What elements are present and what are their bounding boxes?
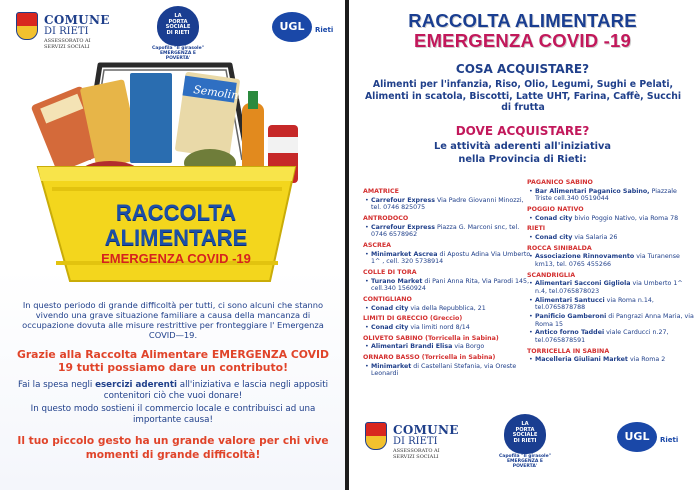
shop-name: Carrefour Express — [371, 196, 435, 204]
shop-name: Macelleria Giuliani Market — [535, 356, 628, 364]
what-heading: COSA ACQUISTARE? — [455, 62, 590, 76]
right-flyer-page — [349, 0, 696, 490]
final-message: Il tuo piccolo gesto ha un grande valore per chi vive momenti di grande difficoltà! — [17, 435, 329, 461]
shop-list-item — [363, 224, 531, 239]
shop-name: Conad city — [371, 324, 409, 332]
basket-subtitle: EMERGENZA COVID -19 — [101, 251, 251, 266]
shop-list-item — [363, 278, 531, 293]
shop-name: Minimarket Ascrea — [371, 250, 438, 258]
comune-city: DI RIETI — [393, 436, 438, 447]
rieti-crest-icon — [365, 422, 387, 450]
shop-list-item — [527, 234, 695, 242]
shops-column-right — [527, 176, 695, 364]
shop-name: Conad city — [371, 304, 409, 312]
right-title-line1 — [349, 10, 696, 32]
town-heading: ROCCA SINIBALDA — [527, 244, 592, 252]
shop-name: Panificio Gamberoni — [535, 313, 607, 321]
shop-name: Alimentari Sacconi Gigliola — [535, 280, 631, 288]
where-subheading — [349, 140, 696, 166]
basket-title-line1: RACCOLTA — [115, 200, 237, 225]
right-logo-bar — [349, 414, 696, 474]
porta-caption-2: EMERGENZA E POVERTA' — [506, 458, 543, 469]
right-title-line1-text: RACCOLTA ALIMENTARE — [408, 10, 637, 31]
left-logo-bar — [0, 6, 345, 61]
porta-line3: SOCIALE — [165, 24, 191, 31]
shop-address: Piazzale Triste cell.340 0519044 — [535, 187, 677, 203]
shop-list-item — [527, 329, 695, 344]
right-title-line2 — [349, 30, 696, 52]
shop-name: Minimarket — [371, 362, 412, 370]
shop-list-item — [527, 280, 695, 295]
shops-column-left — [363, 185, 531, 378]
shop-list-item — [363, 197, 531, 212]
rieti-crest-icon — [16, 12, 38, 40]
shop-name: Conad city — [535, 234, 573, 242]
porta-line1: LA — [521, 421, 529, 427]
shop-name: Alimentari Brandi Elisa — [371, 343, 453, 351]
shop-name: Antico forno Taddei — [535, 329, 605, 337]
shop-name: Carrefour Express — [371, 223, 435, 231]
comune-logo — [44, 14, 110, 51]
town-heading: LIMITI DI GRECCIO (Greccio) — [363, 315, 463, 323]
thanks-paragraph: Grazie alla Raccolta Alimentare EMERGENZA COVID 19 tutti possiamo dare un contributo! — [16, 348, 330, 375]
shop-list-item — [527, 297, 695, 312]
food-basket-illustration — [30, 55, 315, 290]
town-heading: SCANDRIGLIA — [527, 271, 576, 279]
porta-sociale-logo — [504, 414, 546, 454]
where-heading: DOVE ACQUISTARE? — [455, 124, 590, 138]
shop-list-item — [527, 253, 695, 268]
shop-address: di Apostu Adina Via Umberto 1^ , cell. 320 5738914 — [371, 250, 531, 266]
shop-address: via Turanense km13, tel. 0765 455266 — [535, 253, 680, 269]
shop-address: via Borgo — [452, 343, 485, 351]
ugl-logo: UGL — [617, 422, 657, 452]
shop-note-1b: esercizi aderenti — [95, 380, 178, 390]
right-title-line2-text: EMERGENZA COVID -19 — [414, 30, 631, 51]
town-heading: POGGIO NATIVO — [527, 206, 584, 214]
ugl-logo: UGL — [272, 12, 312, 42]
shop-note-1a: Fai la spesa negli — [17, 380, 96, 390]
ugl-city: Rieti — [660, 436, 679, 444]
shop-address: Via Padre Giovanni Minozzi, tel. 0746 825075 — [371, 196, 524, 212]
shop-name: Conad city — [535, 214, 573, 222]
comune-dept-1: ASSESSORATO AI — [44, 38, 91, 44]
shop-list-item — [363, 324, 531, 332]
porta-caption-2: EMERGENZA E POVERTA' — [159, 50, 196, 61]
porta-line2: PORTA — [168, 18, 188, 25]
comune-dept-2: SERVIZI SOCIALI — [44, 43, 90, 50]
semolino-label: Semolino — [192, 82, 246, 104]
shop-name: Turano Market — [371, 277, 423, 285]
shop-address: di Castellani Stefania, via Oreste Leonardi — [371, 362, 517, 378]
shop-list-item — [363, 251, 531, 266]
shop-list-item — [527, 215, 695, 223]
comune-name: COMUNE — [393, 423, 459, 437]
shop-note-1 — [12, 380, 334, 402]
comune-dept-2: SERVIZI SOCIALI — [393, 453, 439, 460]
shop-address: viale Carducci n.27, tel.0765878591 — [535, 329, 669, 345]
shop-list-item — [527, 188, 695, 203]
shop-address: via Roma n.14, tel.0765878788 — [535, 296, 654, 312]
town-heading: TORRICELLA IN SABINA — [527, 347, 610, 355]
porta-line3: SOCIALE — [512, 432, 538, 439]
shop-address: di Pani Anna Rita, Via Parodi 145, cell.340 1560924 — [371, 277, 530, 293]
shop-name: Bar Alimentari Paganico Sabino, — [535, 187, 650, 195]
town-heading: PAGANICO SABINO — [527, 179, 593, 186]
porta-sociale-logo — [157, 6, 199, 46]
shop-address: bivio Poggio Nativo, via Roma 78 — [572, 214, 679, 222]
town-heading: ANTRODOCO — [363, 215, 409, 223]
comune-city: DI RIETI — [44, 26, 89, 37]
shop-address: via Roma 2 — [627, 356, 666, 364]
comune-dept-1: ASSESSORATO AI — [393, 448, 440, 454]
town-heading: OLIVETO SABINO (Torricella in Sabina) — [363, 334, 499, 342]
comune-logo — [393, 424, 459, 461]
shop-list-item — [363, 343, 531, 351]
town-heading: ORNARO BASSO (Torricella in Sabina) — [363, 354, 496, 362]
town-heading: RIETI — [527, 225, 546, 233]
what-body: Alimenti per l'infanzia, Riso, Olio, Legumi, Sughi e Pelati, Alimenti in scatola, Biscotti, Latte UHT, Farina, Caffè, Succhi di frutta — [364, 79, 682, 114]
town-heading: AMATRICE — [363, 188, 399, 195]
ugl-city: Rieti — [315, 26, 334, 34]
shop-name: Associazione Rinnovamento — [535, 253, 635, 261]
shop-list-item — [363, 305, 531, 313]
shop-list-item — [363, 363, 531, 378]
intro-paragraph: In questo periodo di grande difficoltà per tutti, ci sono alcuni che stanno vivendo una grave situazione familiare a causa della mancanza di occupazione dovuta alle misure restrittive per fronteggiare l' Emergenza COVID—19. — [22, 300, 324, 340]
shop-address: di Pangrazi Anna Maria, via Roma 15 — [535, 313, 694, 328]
where-sub-1: Le attività aderenti all'iniziativa — [434, 141, 611, 152]
basket-title-line2: ALIMENTARE — [104, 225, 248, 250]
town-heading: ASCREA — [363, 242, 392, 250]
shop-name: Alimentari Santucci — [535, 296, 605, 304]
comune-name: COMUNE — [44, 13, 110, 27]
town-heading: COLLE DI TORA — [363, 269, 417, 277]
porta-caption — [495, 455, 555, 470]
shop-address: via Salaria 26 — [572, 234, 618, 242]
shop-list-item — [527, 313, 695, 328]
porta-line4: DI RIETI — [513, 438, 537, 445]
shop-address: via Umberto 1^ n.4, tel.0765878023 — [535, 280, 683, 296]
shop-address: Piazza G. Marconi snc, tel. 0746 6578962 — [371, 223, 520, 239]
town-heading: CONTIGLIANO — [363, 296, 412, 304]
shop-address: via della Repubblica, 21 — [408, 304, 486, 312]
shop-address: via limiti nord 8/14 — [408, 324, 470, 332]
porta-line4: DI RIETI — [166, 30, 190, 37]
shop-note-2: In questo modo sostieni il commercio locale e contribuisci ad una importante causa! — [30, 404, 316, 425]
shop-list-item — [527, 356, 695, 364]
porta-line2: PORTA — [515, 426, 535, 433]
porta-line1: LA — [174, 13, 182, 19]
shop-note-1c: all'iniziativa e lascia negli appositi contenitori ciò che vuoi donare! — [103, 380, 329, 401]
left-flyer-page — [0, 0, 345, 490]
where-sub-2: nella Provincia di Rieti: — [458, 154, 587, 166]
porta-caption-1: Capofila "Il girasole" — [152, 46, 204, 51]
porta-caption-1: Capofila "Il girasole" — [499, 454, 551, 459]
